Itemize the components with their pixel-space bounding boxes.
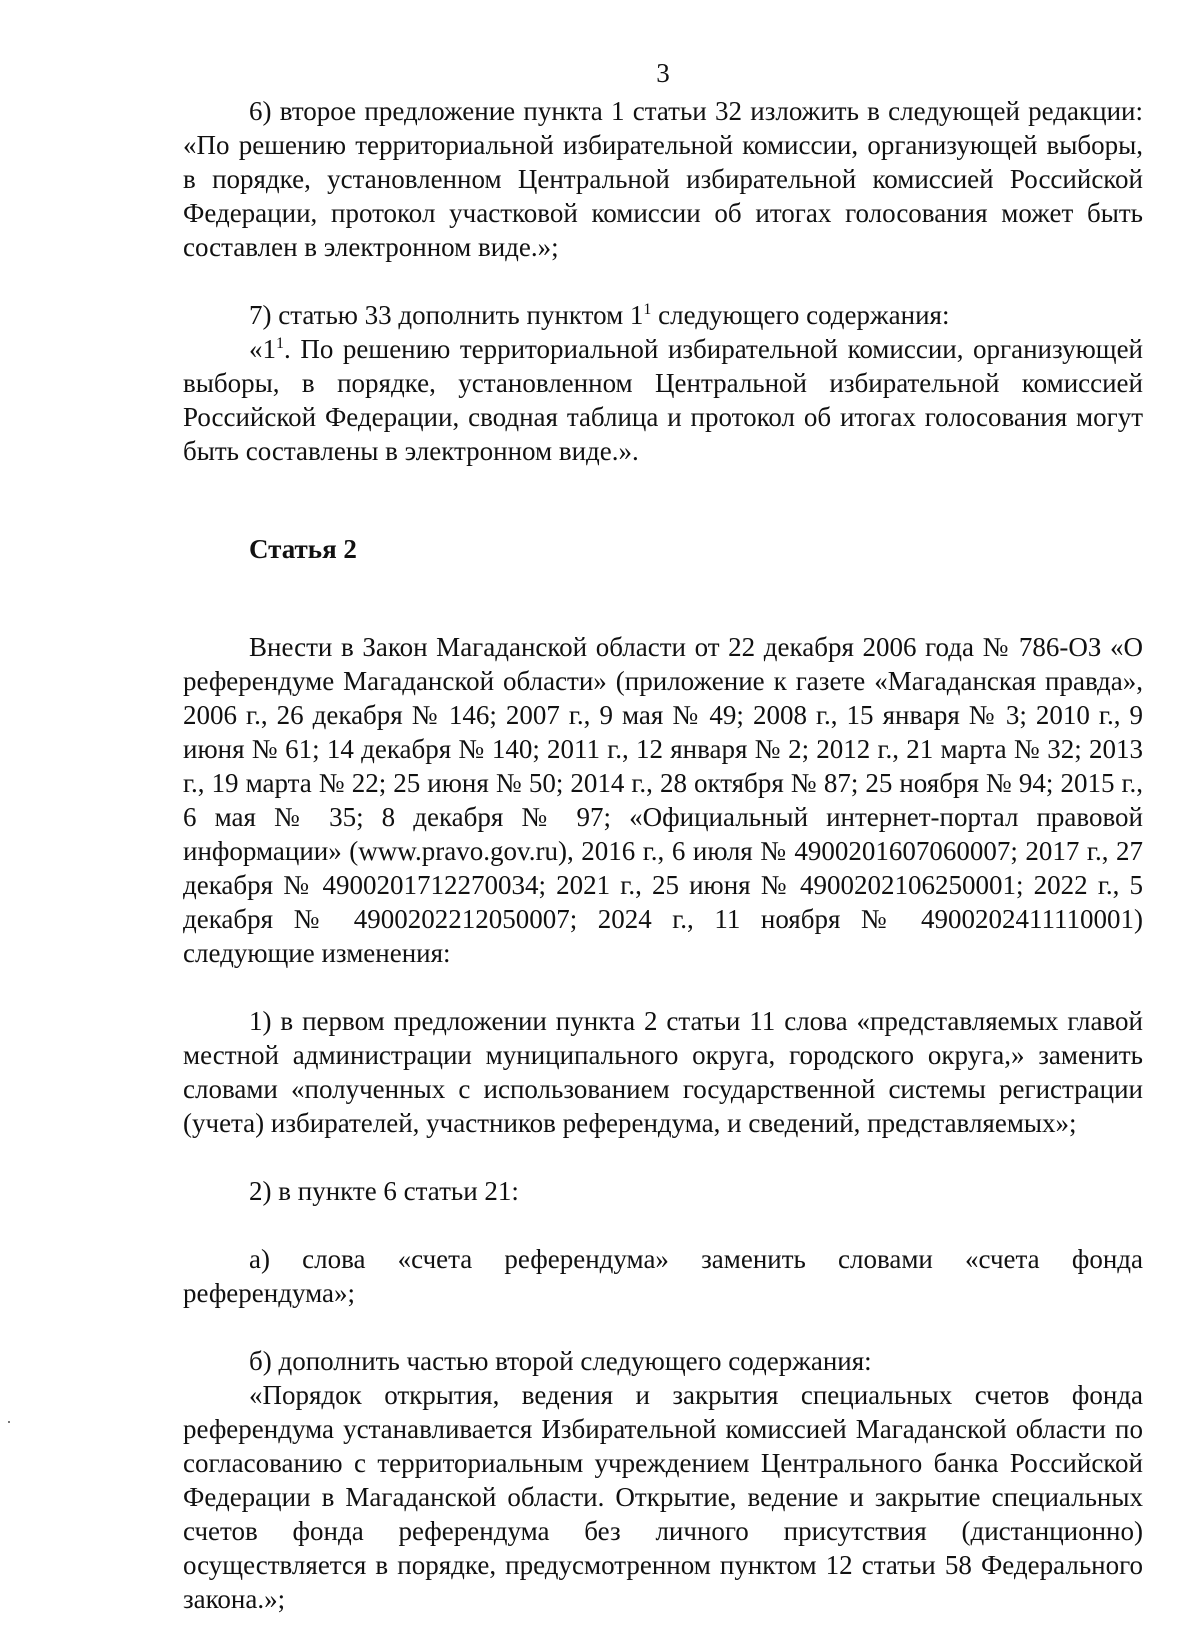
spacer bbox=[183, 1310, 1143, 1344]
spacer bbox=[183, 600, 1143, 630]
article-2-item-2a: а) слова «счета референдума» заменить словами «счета фонда референдума»; bbox=[183, 1244, 1143, 1308]
article-2-item-1: 1) в первом предложении пункта 2 статьи 11 слова «представляемых главой местной администрации муниципального округа, городского округа,» заменить словами «полученных с использованием государственной системы регистрации (учета) избирателей, участников референдума, и сведений, представляемых»; bbox=[183, 1006, 1143, 1138]
spacer bbox=[183, 502, 1143, 532]
spacer bbox=[183, 970, 1143, 1004]
paragraph-7-quote-tail: . По решению территориальной избирательной комиссии, организующей выборы, в порядке, установленном Центральной избирательной комиссией Российской Федерации, сводная таблица и протокол об итогах голосования могут быть составлены в электронном виде.». bbox=[183, 334, 1143, 466]
paragraph-7-quote-superscript: 1 bbox=[276, 335, 284, 352]
article-2-item-2b: б) дополнить частью второй следующего содержания: bbox=[249, 1346, 872, 1376]
article-2-heading: Статья 2 bbox=[249, 534, 357, 564]
paragraph-7-lead: 7) статью 33 дополнить пунктом 1 bbox=[249, 300, 644, 330]
paragraph-7-tail: следующего содержания: bbox=[651, 300, 950, 330]
spacer bbox=[183, 264, 1143, 298]
spacer bbox=[183, 1208, 1143, 1242]
paragraph-7-superscript: 1 bbox=[643, 301, 652, 318]
spacer bbox=[183, 566, 1143, 600]
document-page bbox=[183, 58, 1143, 1616]
paragraph-6: 6) второе предложение пункта 1 статьи 32 изложить в следующей редакции: «По решению территориальной избирательной комиссии, организующей выборы, в порядке, установленном Центральной избирательной комиссией Российской Федерации, протокол участковой комиссии об итогах голосования может быть составлен в электронном виде.»; bbox=[183, 96, 1143, 262]
spacer bbox=[183, 1140, 1143, 1174]
page-number: 3 bbox=[656, 58, 670, 88]
article-2-item-2: 2) в пункте 6 статьи 21: bbox=[249, 1176, 519, 1206]
paragraph-7-quote-lead: «1 bbox=[249, 334, 276, 364]
article-2-intro: Внести в Закон Магаданской области от 22 декабря 2006 года № 786-ОЗ «О референдуме Магаданской области» (приложение к газете «Магаданская правда», 2006 г., 26 декабря № 146; 2007 г., 9 мая № 49; 2008 г., 15 января № 3; 2010 г., 9 июня № 61; 14 декабря № 140; 2011 г., 12 января № 2; 2012 г., 21 марта № 32; 2013 г., 19 марта № 22; 25 июня № 50; 2014 г., 28 октября № 87; 25 ноября № 94; 2015 г., 6 мая № 35; 8 декабря № 97; «Официальный интернет-портал правовой информации» (www.pravo.gov.ru), 2016 г., 6 июля № 4900201607060007; 2017 г., 27 декабря № 4900201712270034; 2021 г., 25 июня № 4900202106250001; 2022 г., 5 декабря № 4900202212050007; 2024 г., 11 ноября № 4900202411110001) следующие изменения: bbox=[183, 632, 1143, 968]
scan-speck bbox=[8, 1421, 10, 1423]
article-2-item-2b-quote: «Порядок открытия, ведения и закрытия специальных счетов фонда референдума устанавливается Избирательной комиссией Магаданской области по согласованию с территориальным учреждением Центрального банка Российской Федерации в Магаданской области. Открытие, ведение и закрытие специальных счетов фонда референдума без личного присутствия (дистанционно) осуществляется в порядке, предусмотренном пунктом 12 статьи 58 Федерального закона.»; bbox=[183, 1380, 1143, 1614]
spacer bbox=[183, 468, 1143, 502]
paragraph-7-quote bbox=[183, 332, 1143, 468]
paragraph-7 bbox=[183, 298, 1143, 332]
